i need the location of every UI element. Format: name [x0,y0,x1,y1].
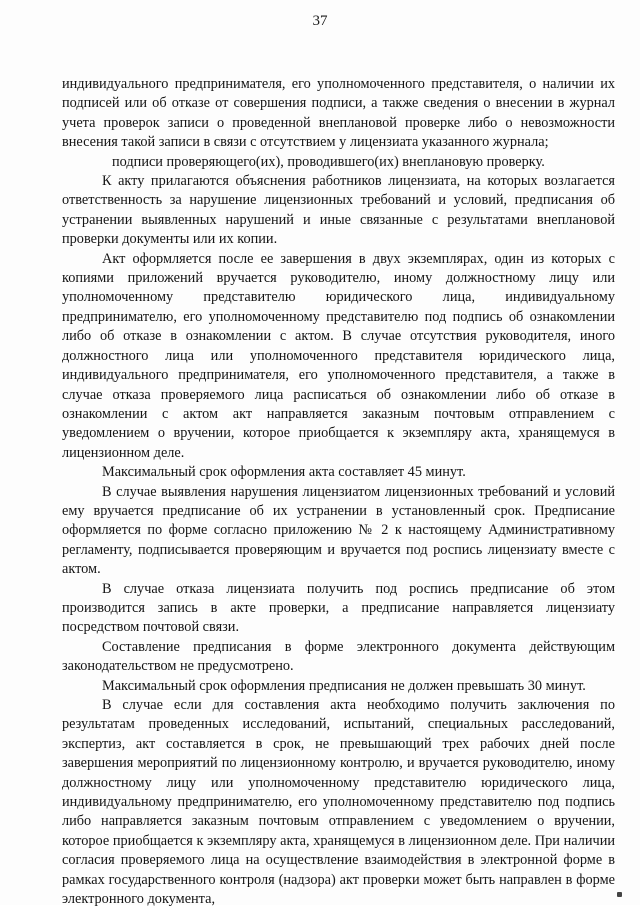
paragraph-violation-order: В случае выявления нарушения лицензиатом лицензионных требований и условий ему вручается предписание об их устранении в установленный срок. Предписание оформляется по форме согласно приложению № 2 к настоящему Административному регламенту, подписывается проверяющим и вручается под роспись лицензиату вместе с актом. [62,483,615,578]
paragraph-attachments: К акту прилагаются объяснения работников лицензиата, на которых возлагается ответственность за нарушение лицензионных требований и условий, предписания об устранении выявленных нарушений и иные связанные с результатами внеплановой проверки документы или их копии. [62,173,615,248]
paragraph-continuation: индивидуального предпринимателя, его уполномоченного представителя, о наличии их подписей или об отказе от совершения подписи, а также сведения о внесении в журнал учета проверок записи о проведенной внеплановой проверке либо о невозможности внесения такой записи в связи с отсутствием у лицензиата указанного журнала; [62,76,615,151]
paragraph-conclusions: В случае если для составления акта необходимо получить заключения по результатам проведенных исследований, испытаний, специальных расследований, экспертиз, акт составляется в срок, не превышающий трех рабочих дней после завершения мероприятий по лицензионному контролю, и вручается руководителю, иному должностному лицу или уполномоченному представителю юридического лица, индивидуальному предпринимателю, его уполномоченному представителю под подпись либо направляется заказным почтовым отправлением с уведомлением о вручении, которое приобщается к экземпляру акта, хранящемуся в лицензионном деле. При наличии согласия проверяемого лица на осуществление взаимодействия в электронной форме в рамках государственного контроля (надзора) акт проверки может быть направлен в форме электронного документа, [62,697,615,908]
document-body [62,75,615,909]
paragraph-refusal: В случае отказа лицензиата получить под роспись предписание об этом производится запись в акте проверки, а предписание направляется лицензиату посредством почтовой связи. [62,580,615,636]
paragraph-electronic-order: Составление предписания в форме электронного документа действующим законодательством не предусмотрено. [62,638,615,675]
paragraph-order-deadline: Максимальный срок оформления предписания не должен превышать 30 минут. [102,677,586,694]
paragraph-act-execution: Акт оформляется после ее завершения в двух экземплярах, один из которых с копиями приложений вручается руководителю, иному должностному лицу или уполномоченному представителю юридического лица, индивидуальному предпринимателю, его уполномоченному представителю под подпись об ознакомлении либо об отказе в ознакомлении с актом. В случае отсутствия руководителя, иного должностного лица или уполномоченного представителя юридического лица, индивидуального предпринимателя, его уполномоченного представителя, а также в случае отказа проверяемого лица расписаться об ознакомлении либо об отказе в ознакомлении с актом акт направляется заказным почтовым отправлением с уведомлением о вручении, которое приобщается к экземпляру акта, хранящемуся в лицензионном деле. [62,250,615,461]
paragraph-signatures: подписи проверяющего(их), проводившего(их) внеплановую проверку. [112,153,545,170]
page-number: 37 [312,13,328,29]
scan-mark [617,892,622,897]
paragraph-act-deadline: Максимальный срок оформления акта составляет 45 минут. [102,464,466,481]
